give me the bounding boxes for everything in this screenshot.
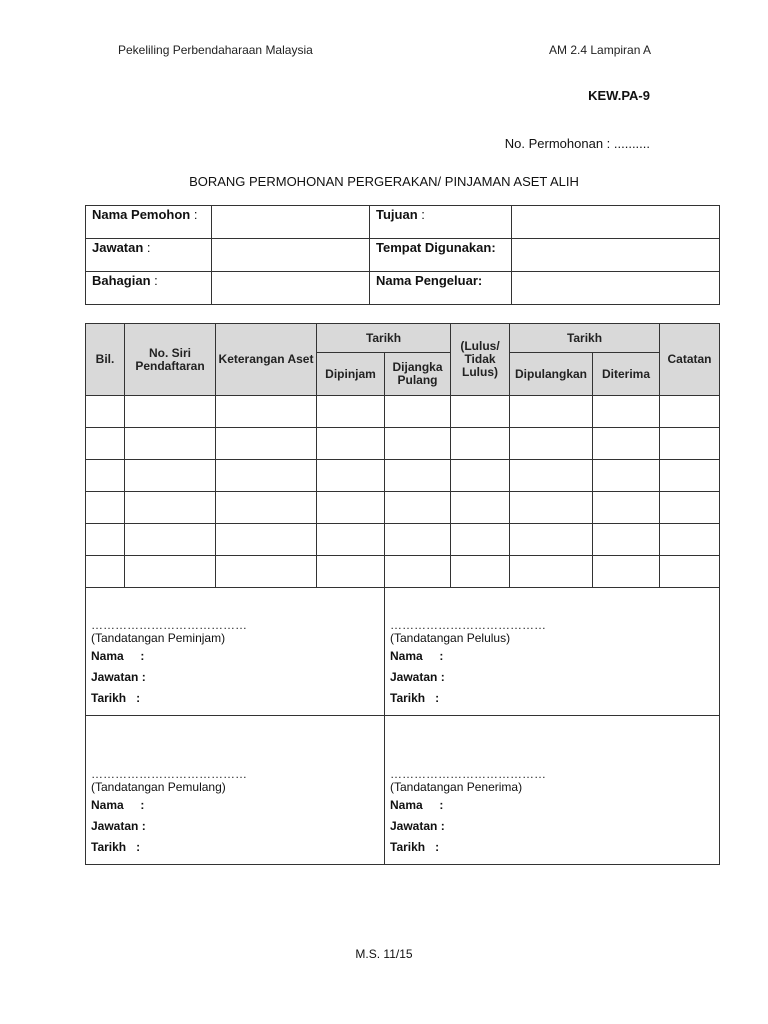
cell[interactable]: [125, 524, 216, 556]
signature-line[interactable]: …………………………………: [390, 618, 546, 632]
cell[interactable]: [216, 556, 317, 588]
approver-signature-block: [385, 588, 720, 716]
table-row: [86, 524, 720, 556]
cell[interactable]: [660, 492, 720, 524]
receiver-signature-block: [385, 716, 720, 865]
purpose-field[interactable]: [512, 206, 720, 239]
header-left: Pekeliling Perbendaharaan Malaysia: [118, 43, 313, 57]
cell[interactable]: [125, 556, 216, 588]
cell[interactable]: [86, 396, 125, 428]
cell[interactable]: [317, 492, 385, 524]
cell[interactable]: [385, 396, 451, 428]
returner-date-field[interactable]: Tarikh :: [91, 840, 141, 854]
cell[interactable]: [385, 556, 451, 588]
cell[interactable]: [317, 524, 385, 556]
table-row: [86, 272, 720, 305]
position-field[interactable]: [212, 239, 370, 272]
cell[interactable]: [86, 460, 125, 492]
returner-signature-label: (Tandatangan Pemulang): [91, 780, 226, 794]
cell[interactable]: [385, 460, 451, 492]
returner-name-field[interactable]: Nama :: [91, 798, 145, 812]
cell[interactable]: [125, 460, 216, 492]
form-title: BORANG PERMOHONAN PERGERAKAN/ PINJAMAN ASET ALIH: [189, 174, 579, 189]
form-code: KEW.PA-9: [588, 88, 650, 103]
cell[interactable]: [216, 428, 317, 460]
borrower-position-field[interactable]: Jawatan :: [91, 670, 146, 684]
borrower-date-field[interactable]: Tarikh :: [91, 691, 141, 705]
cell[interactable]: [216, 460, 317, 492]
cell[interactable]: [510, 524, 593, 556]
returner-signature-block: [86, 716, 385, 865]
issuer-field[interactable]: [512, 272, 720, 305]
borrower-name-field[interactable]: Nama :: [91, 649, 145, 663]
cell[interactable]: [451, 524, 510, 556]
cell[interactable]: [593, 492, 660, 524]
cell[interactable]: [593, 460, 660, 492]
col-returned: Dipulangkan: [510, 353, 593, 396]
cell[interactable]: [125, 396, 216, 428]
receiver-position-field[interactable]: Jawatan :: [390, 819, 445, 833]
signature-line[interactable]: …………………………………: [91, 618, 247, 632]
receiver-date-field[interactable]: Tarikh :: [390, 840, 440, 854]
applicant-table: [85, 205, 720, 305]
cell[interactable]: [86, 524, 125, 556]
cell[interactable]: [317, 428, 385, 460]
division-label: Bahagian :: [86, 272, 212, 305]
table-row: [86, 206, 720, 239]
cell[interactable]: [593, 524, 660, 556]
col-expected-return: Dijangka Pulang: [385, 353, 451, 396]
cell[interactable]: [385, 492, 451, 524]
table-row: [86, 492, 720, 524]
cell[interactable]: [86, 556, 125, 588]
purpose-label: Tujuan :: [370, 206, 512, 239]
col-date-group-2: Tarikh: [510, 324, 660, 353]
cell[interactable]: [86, 428, 125, 460]
cell[interactable]: [216, 492, 317, 524]
approver-date-field[interactable]: Tarikh :: [390, 691, 440, 705]
cell[interactable]: [385, 428, 451, 460]
cell[interactable]: [317, 556, 385, 588]
cell[interactable]: [660, 524, 720, 556]
approver-signature-label: (Tandatangan Pelulus): [390, 631, 511, 645]
asset-table: [85, 323, 720, 588]
col-borrowed: Dipinjam: [317, 353, 385, 396]
cell[interactable]: [660, 396, 720, 428]
cell[interactable]: [510, 396, 593, 428]
col-date-group-1: Tarikh: [317, 324, 451, 353]
cell[interactable]: [451, 492, 510, 524]
col-remarks: Catatan: [660, 324, 720, 396]
cell[interactable]: [216, 396, 317, 428]
issuer-label: Nama Pengeluar:: [370, 272, 512, 305]
cell[interactable]: [125, 428, 216, 460]
col-received: Diterima: [593, 353, 660, 396]
cell[interactable]: [510, 428, 593, 460]
table-row: [86, 556, 720, 588]
place-used-label: Tempat Digunakan:: [370, 239, 512, 272]
cell[interactable]: [317, 396, 385, 428]
application-number: No. Permohonan : ..........: [504, 136, 650, 151]
cell[interactable]: [510, 460, 593, 492]
header-right: AM 2.4 Lampiran A: [549, 43, 652, 57]
cell[interactable]: [451, 460, 510, 492]
place-used-field[interactable]: [512, 239, 720, 272]
cell[interactable]: [593, 396, 660, 428]
cell[interactable]: [317, 460, 385, 492]
col-description: Keterangan Aset: [216, 324, 317, 396]
cell[interactable]: [660, 428, 720, 460]
col-approval: (Lulus/ Tidak Lulus): [451, 324, 510, 396]
table-row: [86, 428, 720, 460]
table-row: [86, 239, 720, 272]
signature-table: [85, 587, 720, 865]
position-label: Jawatan :: [86, 239, 212, 272]
approver-name-field[interactable]: Nama :: [390, 649, 444, 663]
table-row: [86, 396, 720, 428]
signature-line[interactable]: …………………………………: [91, 767, 247, 781]
returner-position-field[interactable]: Jawatan :: [91, 819, 146, 833]
receiver-name-field[interactable]: Nama :: [390, 798, 444, 812]
col-serial-no: No. Siri Pendaftaran: [125, 324, 216, 396]
cell[interactable]: [451, 428, 510, 460]
cell[interactable]: [593, 556, 660, 588]
signature-line[interactable]: …………………………………: [390, 767, 546, 781]
applicant-name-label: Nama Pemohon :: [86, 206, 212, 239]
cell[interactable]: [510, 492, 593, 524]
applicant-name-field[interactable]: [212, 206, 370, 239]
cell[interactable]: [660, 460, 720, 492]
cell[interactable]: [216, 524, 317, 556]
borrower-signature-block: [86, 588, 385, 716]
division-field[interactable]: [212, 272, 370, 305]
cell[interactable]: [125, 492, 216, 524]
cell[interactable]: [385, 524, 451, 556]
col-bil: Bil.: [86, 324, 125, 396]
cell[interactable]: [593, 428, 660, 460]
cell[interactable]: [451, 556, 510, 588]
borrower-signature-label: (Tandatangan Peminjam): [91, 631, 226, 645]
approver-position-field[interactable]: Jawatan :: [390, 670, 445, 684]
table-row: [86, 460, 720, 492]
cell[interactable]: [510, 556, 593, 588]
cell[interactable]: [660, 556, 720, 588]
cell[interactable]: [86, 492, 125, 524]
receiver-signature-label: (Tandatangan Penerima): [390, 780, 523, 794]
cell[interactable]: [451, 396, 510, 428]
page-number: M.S. 11/15: [355, 947, 413, 961]
